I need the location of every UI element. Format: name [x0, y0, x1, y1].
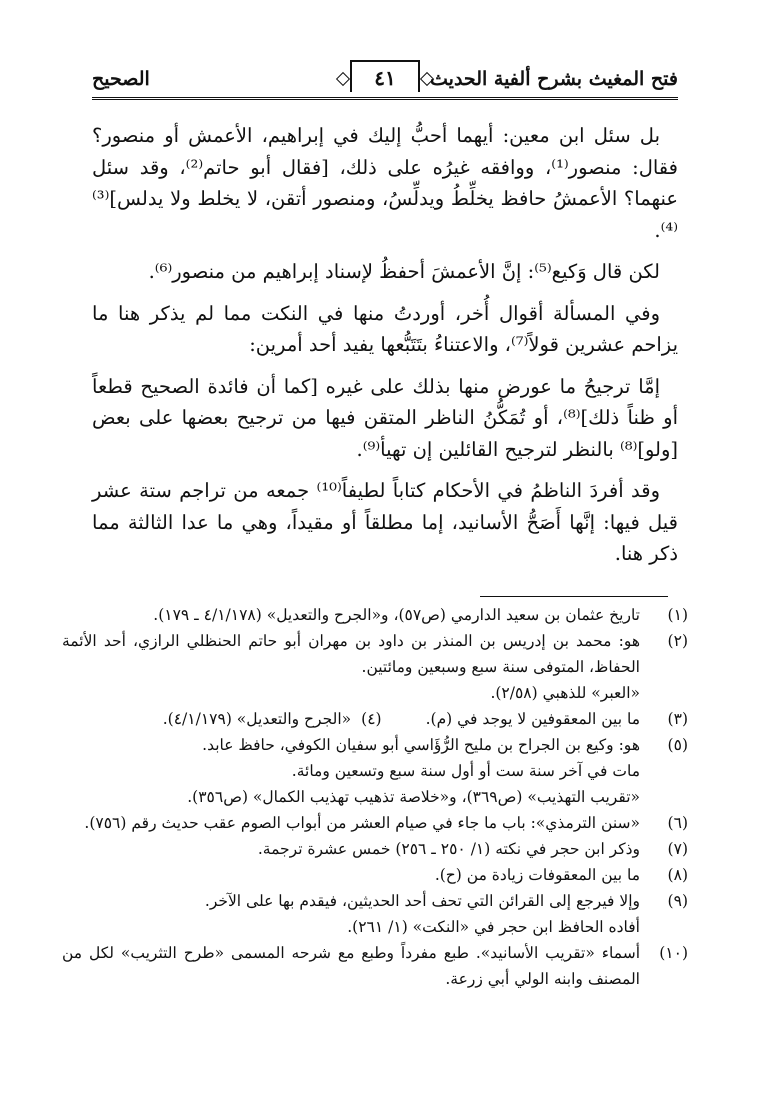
- header-rule: [92, 97, 678, 100]
- footnote-text: أفاده الحافظ ابن حجر في «النكت» (١/ ٢٦١).: [347, 918, 640, 936]
- footnote-number: (٧): [667, 840, 688, 858]
- footnote-text: تاريخ عثمان بن سعيد الدارمي (ص٥٧)، و«الجرح والتعديل» (٤/١/١٧٨ ـ ١٧٩).: [153, 606, 640, 624]
- ornament-left-icon: [336, 72, 350, 86]
- footnote: [62, 810, 688, 836]
- paragraph: وفي المسألة أقوال أُخر، أوردتُ منها في النكت مما لم يذكر هنا ما يزاحم عشرين قولاً⁽⁷⁾، والاعتناءُ بتَتَبُّعها يفيد أحد أمرين:: [92, 301, 678, 356]
- footnote-number: (٦): [667, 814, 688, 832]
- footnote-text: ما بين المعقوفين لا يوجد في (م).: [425, 710, 640, 728]
- chapter-title: الصحيح: [92, 68, 150, 90]
- footnote-text: «سنن الترمذي»: باب ما جاء في صيام العشر من أبواب الصوم عقب حديث رقم (٧٥٦).: [84, 814, 640, 832]
- footnote: [62, 732, 688, 810]
- footnote: [62, 706, 688, 732]
- paragraph: لكن قال وَكيع⁽⁵⁾: إنَّ الأعمشَ أحفظُ لإسناد إبراهيم من منصور⁽⁶⁾.: [148, 260, 660, 283]
- footnote-number: (٤): [361, 710, 382, 728]
- paragraph: إمَّا ترجيحُ ما عورض منها بذلك على غيره [كما أن فائدة الصحيح قطعاً أو ظناً ذلك]⁽⁸⁾، أو تُمَكُّنُ الناظر المتقن فيها من ترجيح بعضها على بعض [ولو]⁽⁸⁾ بالنظر لترجيح القائلين إن تهيأ⁽⁹⁾.: [92, 374, 678, 461]
- paragraph: بل سئل ابن معين: أيهما أحبُّ إليك في إبراهيم، الأعمش أو منصور؟ فقال: منصور⁽¹⁾، ووافقه غيرُه على ذلك، [فقال أبو حاتم⁽²⁾، وقد سئل عنهما؟ الأعمشُ حافظ يخلِّطُ ويدلِّسُ، ومنصور أتقن، لا يخلط ولا يدلس]⁽³⁾⁽⁴⁾.: [92, 124, 678, 242]
- footnote-number: (٣): [667, 710, 688, 728]
- footnote: [62, 940, 688, 992]
- footnote-text: «العبر» للذهبي (٢/٥٨).: [490, 684, 640, 702]
- footnote-text: مات في آخر سنة ست أو أول سنة سبع وتسعين ومائة.: [291, 762, 640, 780]
- footnote-number: (٢): [667, 632, 688, 650]
- page-number: ٤١: [374, 66, 396, 90]
- footnote-text: أسماء «تقريب الأسانيد». طبع مفرداً وطبع مع شرحه المسمى «طرح التثريب» لكل من المصنف وابنه الولي أبي زرعة.: [62, 944, 640, 988]
- footnote-number: (٨): [667, 866, 688, 884]
- footnote-number: (١٠): [659, 944, 688, 962]
- footnotes: [62, 602, 688, 992]
- footnote-text: وذكر ابن حجر في نكته (١/ ٢٥٠ ـ ٢٥٦) خمس عشرة ترجمة.: [257, 840, 640, 858]
- footnote-text: وإلا فيرجع إلى القرائن التي تحف أحد الحديثين، فيقدم بها على الآخر.: [204, 892, 640, 910]
- footnote-text: ما بين المعقوفات زيادة من (ح).: [434, 866, 640, 884]
- footnote-number: (١): [667, 606, 688, 624]
- footnote: [62, 628, 688, 706]
- paragraph: وقد أفردَ الناظمُ في الأحكام كتاباً لطيفاً⁽¹⁰⁾ جمعه من تراجم ستة عشر قيل فيها: إنَّها أَصَحُّ الأسانيد، إما مطلقاً أو مقيداً، وهي ما عدا الثالثة مما ذكر هنا.: [92, 479, 678, 565]
- footnote: [62, 836, 688, 862]
- footnote-text: هو: محمد بن إدريس بن المنذر بن داود بن مهران أبو حاتم الحنظلي الرازي، أحد الأئمة الحفاظ، المتوفى سنة سبع وسبعين ومائتين.: [62, 632, 640, 676]
- footnote: [62, 862, 688, 888]
- footnote-separator: [480, 596, 668, 597]
- main-text: [92, 120, 678, 580]
- footnote-text: «تقريب التهذيب» (ص٣٦٩)، و«خلاصة تذهيب تهذيب الكمال» (ص٣٥٦).: [187, 788, 640, 806]
- footnote: [62, 602, 688, 628]
- footnote-number: (٥): [667, 736, 688, 754]
- footnote-text: هو: وكيع بن الجراح بن مليح الرُّؤَاسي أبو سفيان الكوفي، حافظ عابد.: [202, 736, 640, 754]
- footnote-number: (٩): [667, 892, 688, 910]
- book-title: فتح المغيث بشرح ألفية الحديث: [430, 68, 678, 90]
- footnote-text: «الجرح والتعديل» (٤/١/١٧٩).: [162, 710, 352, 728]
- page-number-box: [350, 60, 420, 92]
- footnote: [62, 888, 688, 940]
- running-header: [92, 52, 678, 100]
